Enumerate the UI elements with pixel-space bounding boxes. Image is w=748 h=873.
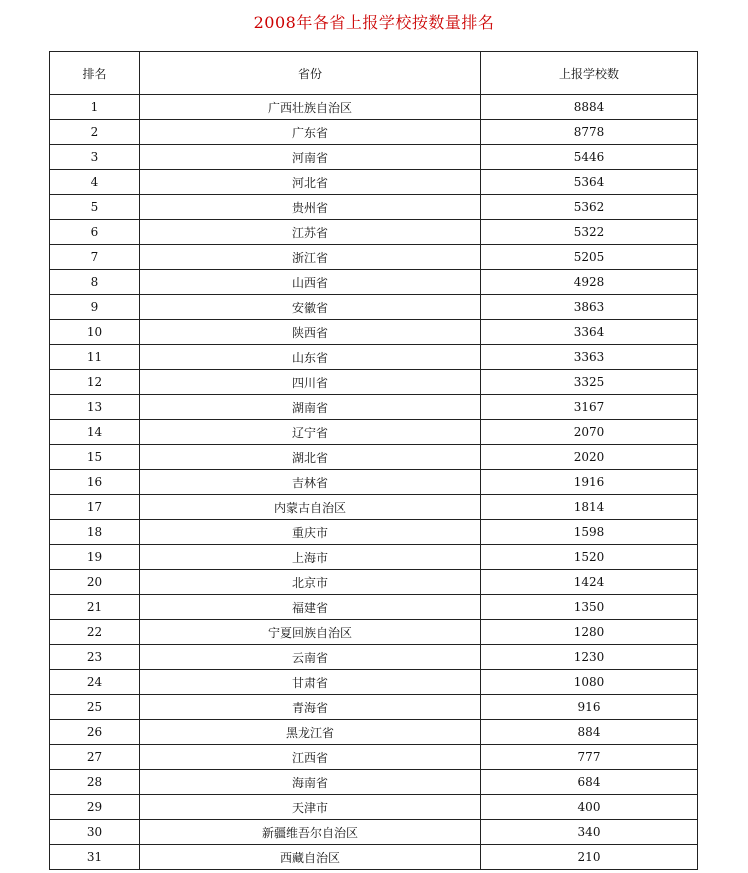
province-cell: 湖北省 [140,445,481,470]
province-cell: 山西省 [140,270,481,295]
count-cell: 777 [481,745,698,770]
rank-cell: 9 [50,295,140,320]
page-title: 2008年各省上报学校按数量排名 [253,13,495,32]
rank-cell: 26 [50,720,140,745]
count-cell: 684 [481,770,698,795]
rank-cell: 30 [50,820,140,845]
table-row [50,420,698,445]
table-row [50,145,698,170]
count-cell: 5446 [481,145,698,170]
province-cell: 黑龙江省 [140,720,481,745]
count-cell: 340 [481,820,698,845]
province-cell: 浙江省 [140,245,481,270]
count-cell: 1080 [481,670,698,695]
province-cell: 河北省 [140,170,481,195]
rank-cell: 2 [50,120,140,145]
count-cell: 1520 [481,545,698,570]
table-row [50,670,698,695]
province-cell: 内蒙古自治区 [140,495,481,520]
table-row [50,295,698,320]
count-cell: 884 [481,720,698,745]
province-cell: 江西省 [140,745,481,770]
province-cell: 重庆市 [140,520,481,545]
rank-cell: 17 [50,495,140,520]
table-row [50,395,698,420]
province-cell: 贵州省 [140,195,481,220]
header-row [50,52,698,95]
table-row [50,545,698,570]
table-row [50,95,698,120]
province-cell: 海南省 [140,770,481,795]
province-cell: 云南省 [140,645,481,670]
count-cell: 1916 [481,470,698,495]
table-row [50,645,698,670]
rank-cell: 28 [50,770,140,795]
count-cell: 3364 [481,320,698,345]
count-cell: 1350 [481,595,698,620]
count-cell: 916 [481,695,698,720]
province-cell: 天津市 [140,795,481,820]
rank-cell: 14 [50,420,140,445]
count-cell: 8778 [481,120,698,145]
table-row [50,320,698,345]
table-row [50,445,698,470]
count-cell: 3167 [481,395,698,420]
table-body [50,95,698,870]
table-row [50,595,698,620]
rank-cell: 8 [50,270,140,295]
count-cell: 4928 [481,270,698,295]
province-cell: 宁夏回族自治区 [140,620,481,645]
province-cell: 四川省 [140,370,481,395]
province-cell: 辽宁省 [140,420,481,445]
rank-cell: 23 [50,645,140,670]
count-cell: 5322 [481,220,698,245]
province-cell: 广西壮族自治区 [140,95,481,120]
rank-cell: 16 [50,470,140,495]
rank-cell: 25 [50,695,140,720]
rank-cell: 3 [50,145,140,170]
table-row [50,120,698,145]
count-cell: 400 [481,795,698,820]
ranking-table [49,51,698,870]
table-row [50,745,698,770]
rank-cell: 15 [50,445,140,470]
count-cell: 3863 [481,295,698,320]
province-cell: 山东省 [140,345,481,370]
rank-cell: 19 [50,545,140,570]
table-row [50,370,698,395]
rank-cell: 5 [50,195,140,220]
rank-cell: 22 [50,620,140,645]
province-cell: 西藏自治区 [140,845,481,870]
count-cell: 210 [481,845,698,870]
rank-cell: 7 [50,245,140,270]
count-cell: 3325 [481,370,698,395]
table-row [50,820,698,845]
count-cell: 5205 [481,245,698,270]
count-cell: 2020 [481,445,698,470]
count-cell: 1598 [481,520,698,545]
table-row [50,620,698,645]
table-row [50,270,698,295]
rank-cell: 27 [50,745,140,770]
count-cell: 1814 [481,495,698,520]
count-cell: 2070 [481,420,698,445]
rank-cell: 18 [50,520,140,545]
column-header-count: 上报学校数 [481,52,698,95]
count-cell: 8884 [481,95,698,120]
rank-cell: 31 [50,845,140,870]
rank-cell: 29 [50,795,140,820]
rank-cell: 13 [50,395,140,420]
province-cell: 青海省 [140,695,481,720]
province-cell: 福建省 [140,595,481,620]
column-header-province: 省份 [140,52,481,95]
rank-cell: 10 [50,320,140,345]
table-row [50,520,698,545]
rank-cell: 4 [50,170,140,195]
province-cell: 陕西省 [140,320,481,345]
column-header-rank: 排名 [50,52,140,95]
province-cell: 北京市 [140,570,481,595]
table-row [50,245,698,270]
province-cell: 新疆维吾尔自治区 [140,820,481,845]
table-row [50,470,698,495]
province-cell: 甘肃省 [140,670,481,695]
table-row [50,770,698,795]
province-cell: 河南省 [140,145,481,170]
province-cell: 江苏省 [140,220,481,245]
table-row [50,795,698,820]
count-cell: 5364 [481,170,698,195]
province-cell: 广东省 [140,120,481,145]
table-row [50,345,698,370]
rank-cell: 21 [50,595,140,620]
province-cell: 湖南省 [140,395,481,420]
count-cell: 1280 [481,620,698,645]
province-cell: 吉林省 [140,470,481,495]
rank-cell: 12 [50,370,140,395]
rank-cell: 11 [50,345,140,370]
rank-cell: 1 [50,95,140,120]
table-row [50,170,698,195]
table-row [50,495,698,520]
count-cell: 5362 [481,195,698,220]
rank-cell: 24 [50,670,140,695]
table-row [50,720,698,745]
rank-cell: 20 [50,570,140,595]
table-header [50,52,698,95]
table-row [50,195,698,220]
province-cell: 上海市 [140,545,481,570]
table-row [50,695,698,720]
count-cell: 1424 [481,570,698,595]
count-cell: 3363 [481,345,698,370]
count-cell: 1230 [481,645,698,670]
table-row [50,220,698,245]
table-row [50,845,698,870]
rank-cell: 6 [50,220,140,245]
table-row [50,570,698,595]
province-cell: 安徽省 [140,295,481,320]
